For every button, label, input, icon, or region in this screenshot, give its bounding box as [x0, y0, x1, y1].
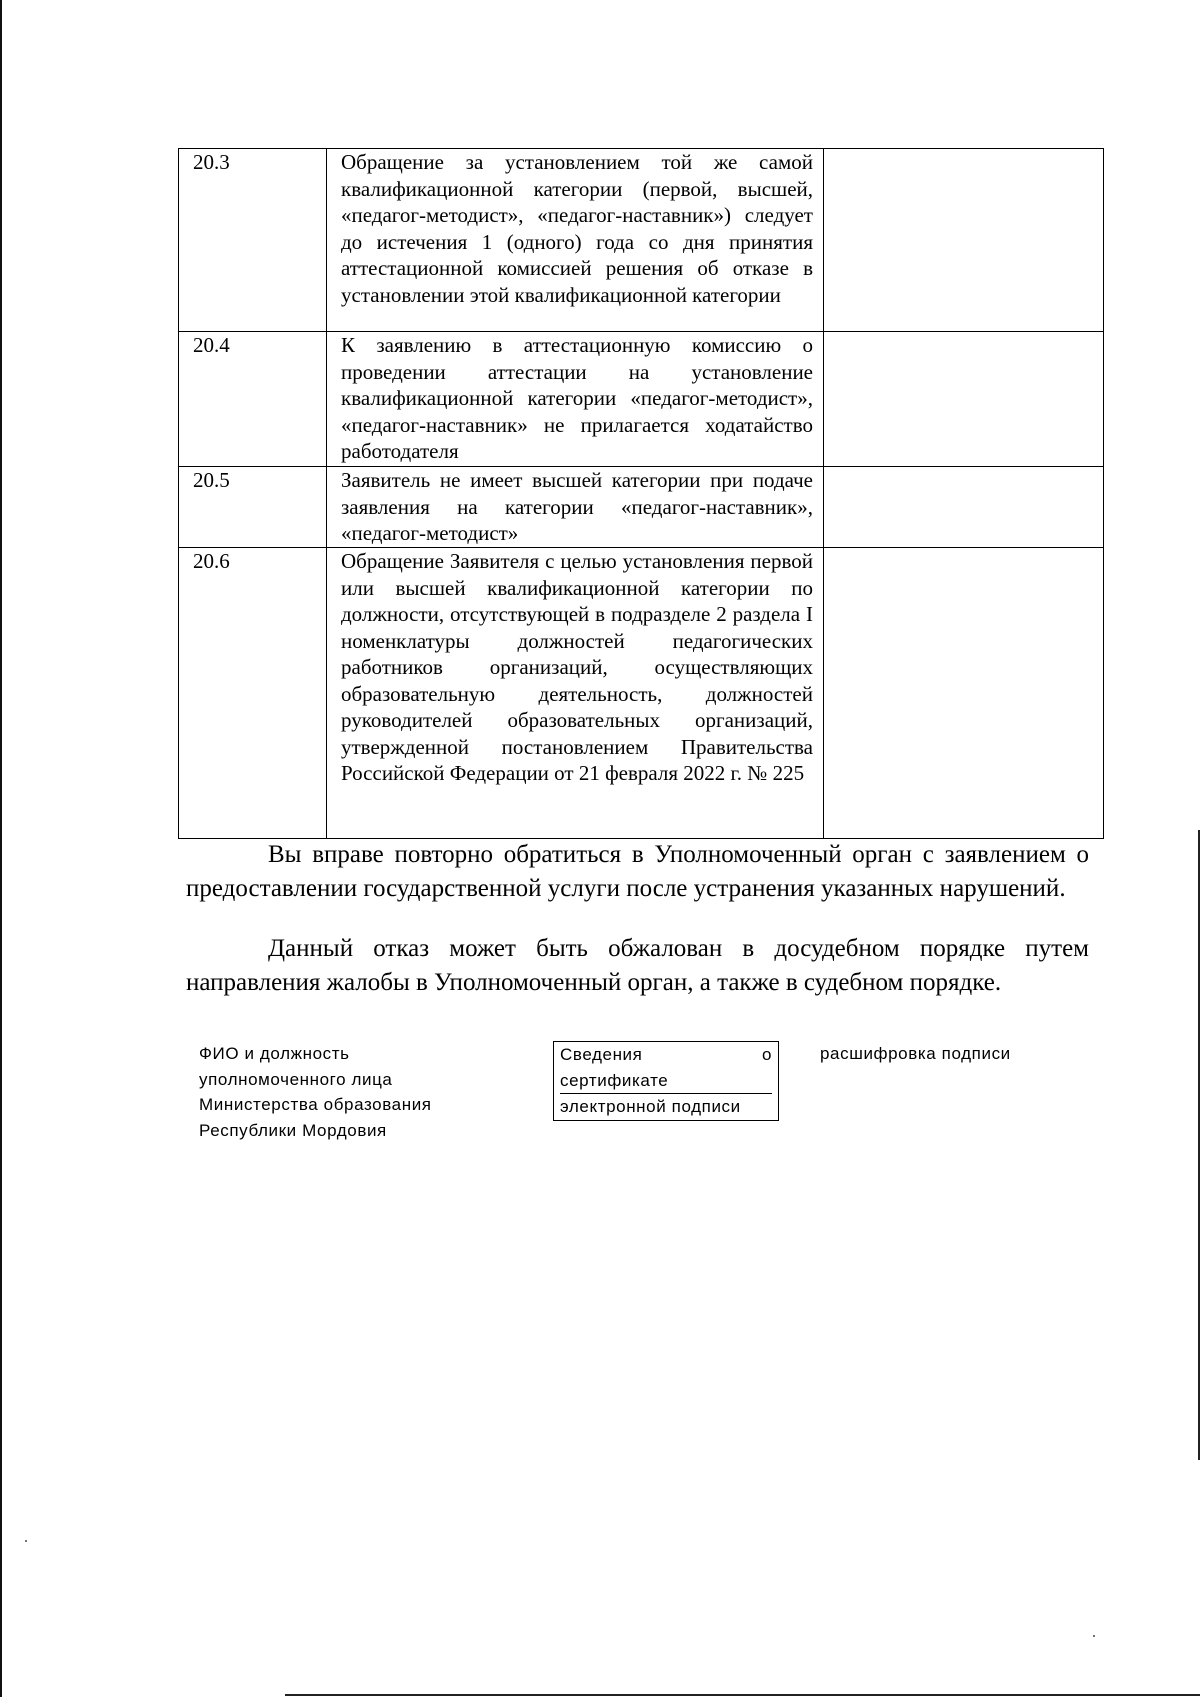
row-ground-text: Обращение за установлением той же самой квалификационной категории (первой, высшей, «педагог-методист», «педагог-наставник») следует до истечения 1 (одного) года со дня принятия аттестационной комиссией решения об отказе в установлении этой квалификационной категории [327, 149, 824, 332]
row-number: 20.3 [179, 149, 327, 332]
reapply-paragraph: Вы вправе повторно обратиться в Уполномоченный орган с заявлением о предоставлении государственной услуги после устранения указанных нарушений. [186, 841, 1089, 902]
table-row [179, 332, 1104, 467]
official-line: Республики Мордовия [199, 1120, 387, 1140]
appeal-paragraph: Данный отказ может быть обжалован в досудебном порядке путем направления жалобы в Уполномоченный орган, а также в судебном порядке. [186, 935, 1089, 996]
official-line: Министерства образования [199, 1095, 432, 1114]
scan-speck [1093, 1635, 1095, 1637]
certificate-line [560, 1042, 772, 1068]
row-explanation-cell [824, 149, 1104, 332]
row-number: 20.5 [179, 467, 327, 548]
row-number: 20.4 [179, 332, 327, 467]
row-ground-text: Обращение Заявителя с целью установления первой или высшей квалификационной категории по должности, отсутствующей в подразделе 2 раздела I номенклатуры должностей педагогических работников организаций, осуществляющих образовательную деятельность, должностей руководителей образовательных организаций, утвержденной постановлением Правительства Российской Федерации от 21 февраля 2022 г. № 225 [327, 548, 824, 839]
e-signature-certificate-box [553, 1041, 779, 1121]
official-position-label [199, 1041, 499, 1143]
row-explanation-cell [824, 548, 1104, 839]
row-ground-text: Заявитель не имеет высшей категории при подаче заявления на категории «педагог-наставник», «педагог-методист» [327, 467, 824, 548]
row-ground-text: К заявлению в аттестационную комиссию о проведении аттестации на установление квалификационной категории «педагог-методист», «педагог-наставник» не прилагается ходатайство работодателя [327, 332, 824, 467]
certificate-line: сертификате [560, 1070, 669, 1090]
row-number: 20.6 [179, 548, 327, 839]
certificate-line: электронной подписи [560, 1093, 772, 1120]
certificate-word: Сведения [560, 1045, 643, 1064]
official-line: уполномоченного лица [199, 1069, 393, 1089]
row-explanation-cell [824, 467, 1104, 548]
official-line: ФИО и должность [199, 1044, 350, 1063]
scan-speck [25, 1540, 27, 1542]
table-row [179, 467, 1104, 548]
table-row [179, 149, 1104, 332]
table-row [179, 548, 1104, 839]
scan-edge-bottom [285, 1694, 1200, 1696]
row-explanation-cell [824, 332, 1104, 467]
signature-decoding-label: расшифровка подписи [820, 1044, 1011, 1063]
certificate-preposition: о [761, 1045, 772, 1064]
refusal-grounds-table [178, 148, 1104, 839]
scan-edge-left [0, 0, 2, 1697]
